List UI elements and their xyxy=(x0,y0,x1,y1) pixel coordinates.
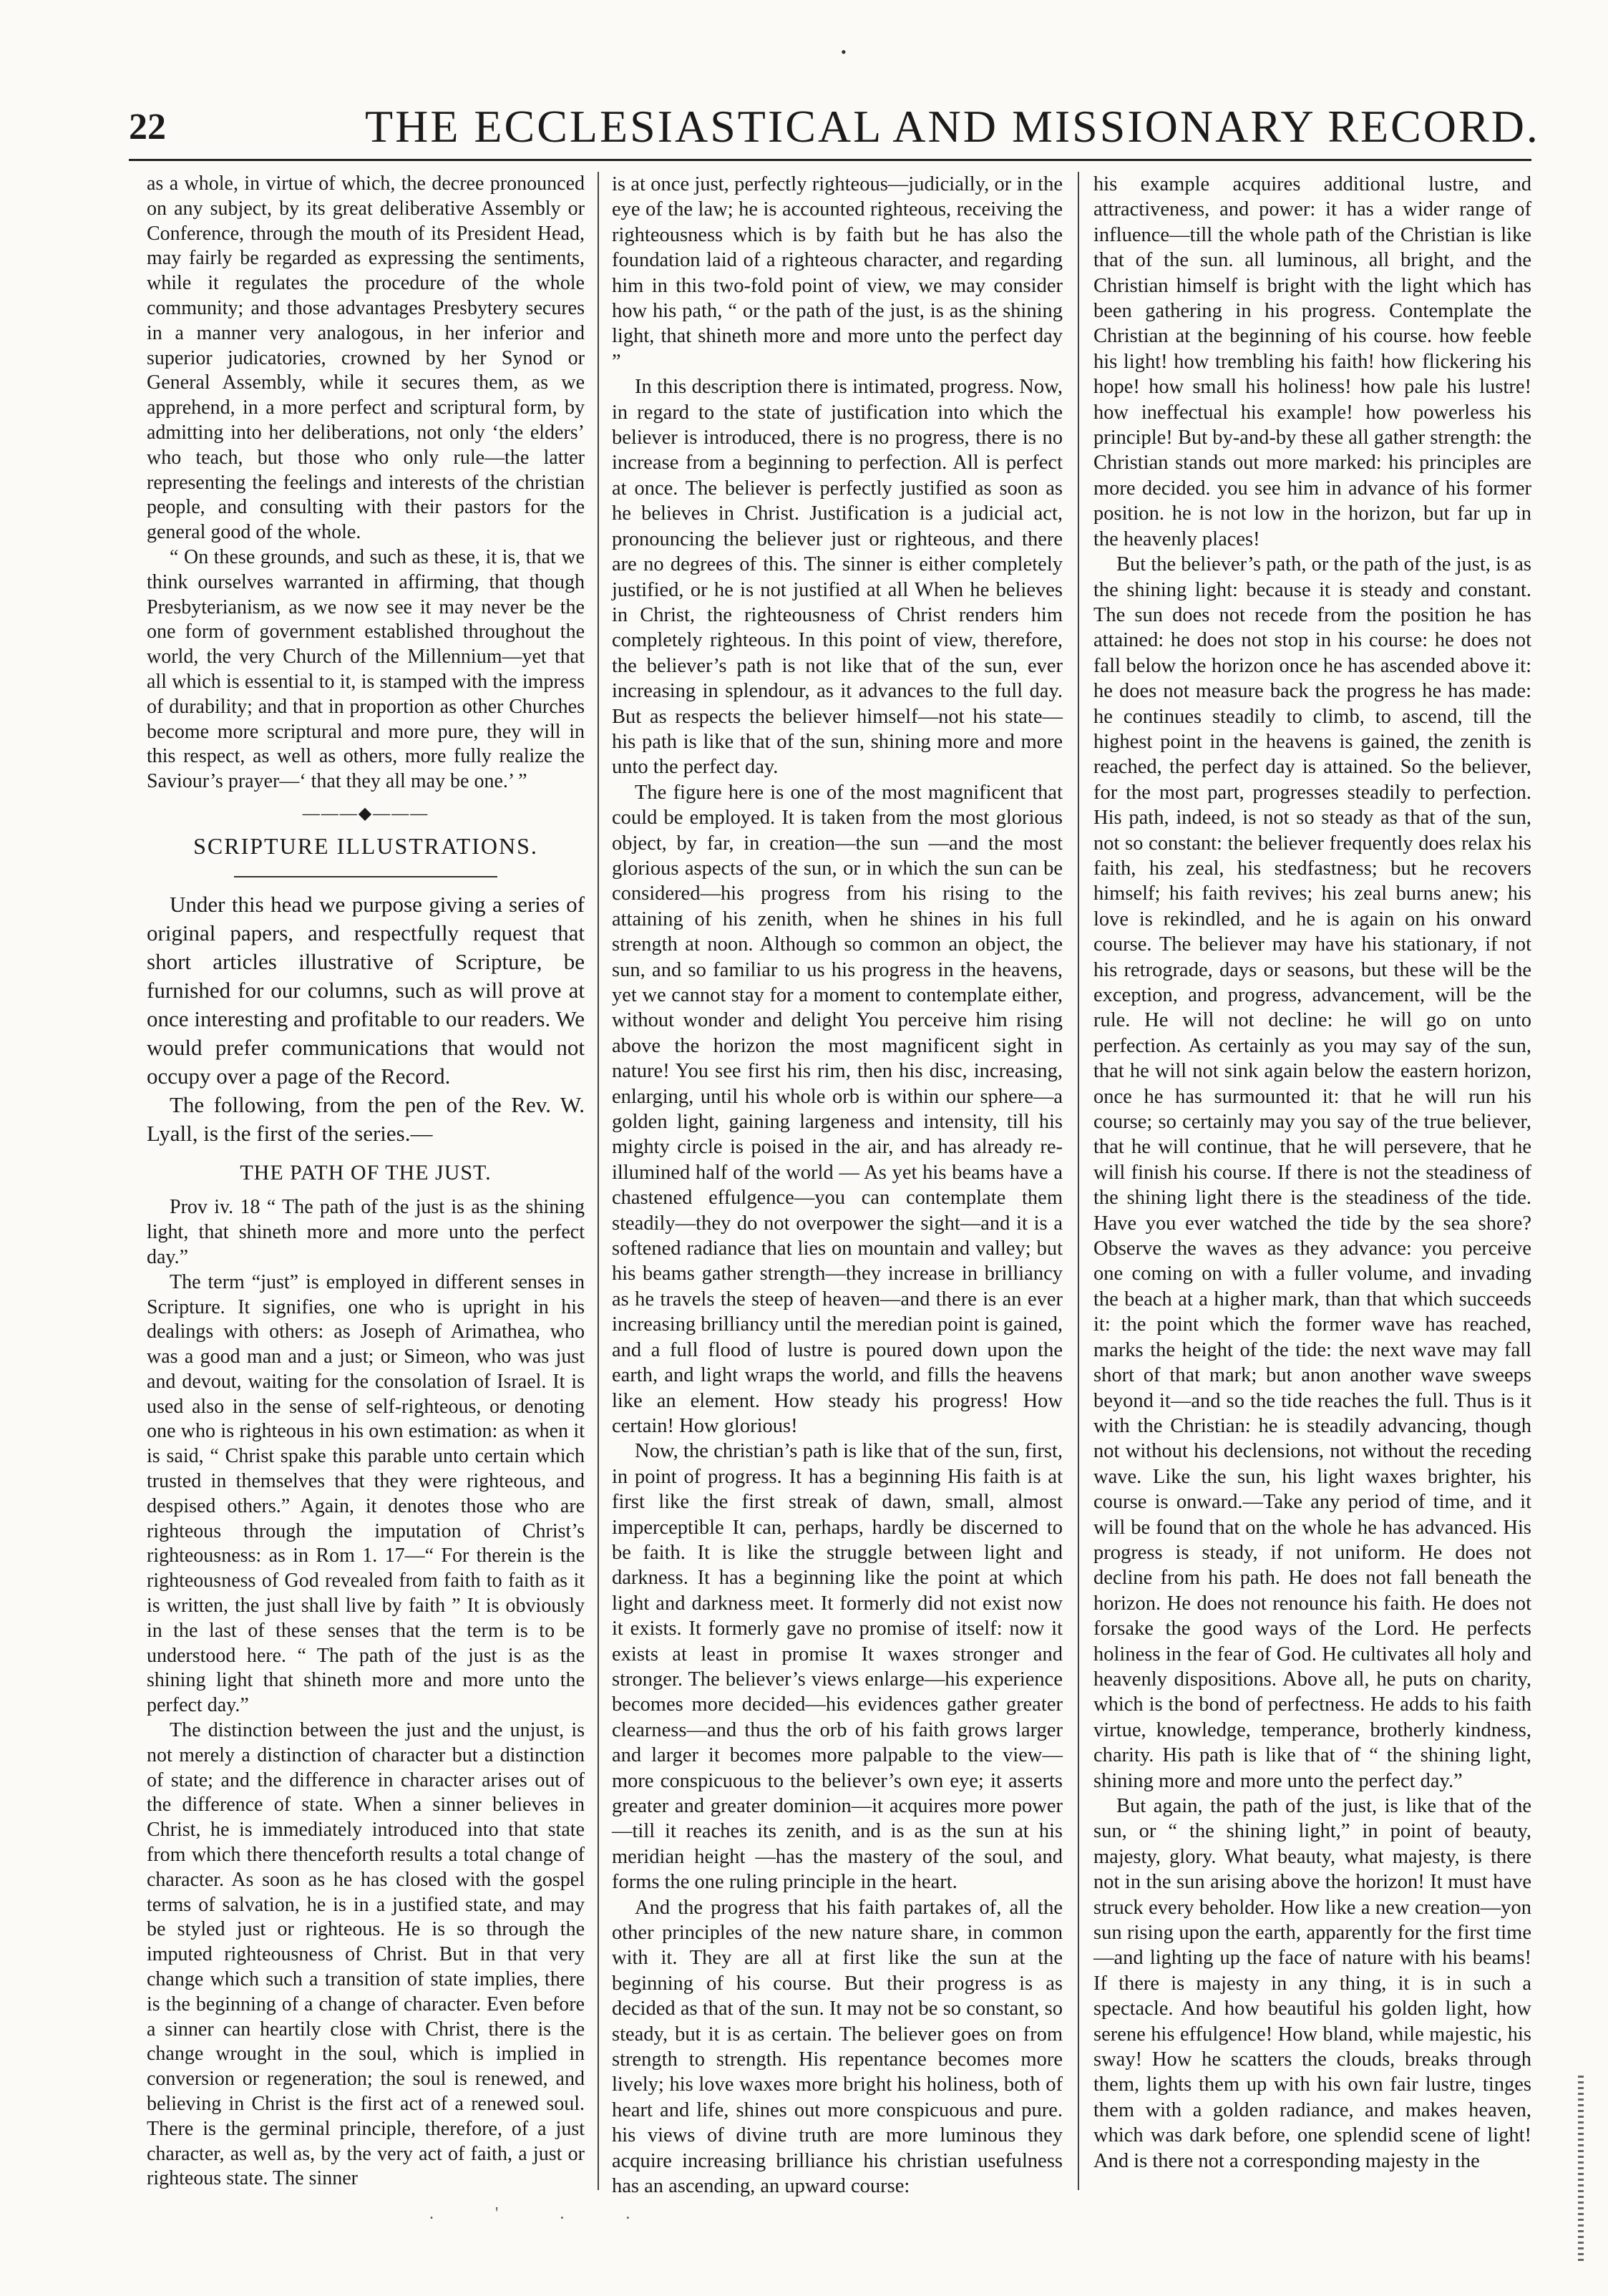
paragraph: The figure here is one of the most magnificent that could be employed. It is taken from the most glorious object, by far, in creation—the sun —and the most glorious aspects of the sun, or in which the sun can be considered—his progress from his rising to the attaining of his zenith, when he shines in his full strength at noon. Although so common an object, the sun, and so familiar to us his progress in the heavens, yet we cannot stay for a moment to contemplate either, without wonder and delight You perceive him rising above the horizon the most magnificent sight in nature! You see first his rim, then his disc, increasing, enlarging, until his whole orb is within our sphere—a golden light, gaining largeness and intensity, till his mighty circle is poised in the air, and has already re-illumined half of the world — As yet his beams have a chastened effulgence—you can contemplate them steadily—they do not overpower the sight—and it is a softened radiance that lies on mountain and valley; but his beams gather strength—they increase in brilliancy as he travels the steep of heaven—and there is an ever increasing brilliancy until the meredian point is gained, and a full flood of lustre is poured down upon the earth, and light wraps the world, and fills the heavens like an element. How steady his progress! How certain! How glorious! xyxy=(612,781,1063,1437)
top-ornament: • xyxy=(841,43,847,61)
scripture-intro xyxy=(147,890,585,1148)
article-title: THE PATH OF THE JUST. xyxy=(240,1160,492,1185)
paragraph: And the progress that his faith partakes of, all the other principles of the new nature share, in common with it. They are all at first like the sun at the beginning of his course. But their progress is as decided as that of the sun. It may not be so constant, so steady, but it is as certain. The believer goes on from strength to strength. His repentance becomes more lively; his love waxes more bright his holiness, both of heart and life, shines out more conspicuous and pure. his views of divine truth are more luminous they acquire increasing brilliance his christian usefulness has an ascending, an upward course: xyxy=(612,1896,1063,2198)
section-heading: SCRIPTURE ILLUSTRATIONS. xyxy=(193,832,538,859)
paragraph: Now, the christian’s path is like that of the sun, first, in point of progress. It has a beginning His faith is at first like the first streak of dawn, small, almost imperceptible It can, perhaps, hardly be discerned to be faith. It is like the struggle between light and darkness. It has a beginning like the point at which light and darkness meet. It formerly did not exist now it exists. It formerly gave no promise of itself: now it exists at least in promise It waxes stronger and stronger. The believer’s views enlarge—his experience becomes more decided—his evidences gather greater clearness—and thus the orb of his faith grows larger and larger it becomes more palpable to the view—more conspicuous to the believer’s own eye; it asserts greater and greater dominion—it acquires more power—till it reaches its zenith, and is as the sun at his meridian height —has the mastery of the soul, and forms the one ruling principle in the heart. xyxy=(612,1440,1063,1894)
column-divider xyxy=(1078,172,1079,2190)
paragraph: The distinction between the just and the unjust, is not merely a distinction of character but a distinction of state; and the difference in character arises out of the difference of state. When a sinner believes in Christ, he is immediately introduced into that state from which there thenceforth results a total change of character. As soon as he has closed with the gospel terms of salvation, he is in a justified state, and may be styled just or righteous. He is so through the imputed righteousness of Christ. But in that very change which such a transition of state implies, there is the beginning of a change of character. Even before a sinner can heartily close with Christ, there is the change wrought in the soul, which is implied in conversion or regeneration; the soul is renewed, and believing in Christ is the first act of a renewed soul. There is the germinal principle, therefore, of a just character, as well as, by the very act of faith, a just or righteous state. The sinner xyxy=(147,1719,585,2190)
margin-stamp xyxy=(1578,2076,1584,2262)
paragraph: The term “just” is employed in different senses in Scripture. It signifies, one who is upright in his dealings with others: as Joseph of Arimathea, who was a good man and a just; or Simeon, who was just and devout, waiting for the consolation of Israel. It is used also in the sense of self-righteous, or denoting one who is righteous in his own estimation: as when it is said, “ Christ spake this parable unto certain which trusted in themselves that they were righteous, and despised others.” Again, it denotes those who are righteous through the imputation of Christ’s righteousness: as in Rom 1. 17—“ For therein is the righteousness of God revealed from faith to faith as it is written, the just shall live by faith ” It is obviously in the last of these senses that the term is to be understood here. “ The path of the just is as the shining light that shineth more and more unto the perfect day.” xyxy=(147,1270,585,1717)
header-rule xyxy=(129,159,1531,161)
paragraph: But the believer’s path, or the path of the just, is as the shining light: because it is steady and constant. The sun does not recede from the position he has attained: he does not stop in his course: he does not fall below the horizon once he has ascended above it: he does not measure back the progress he has made: he continues steadily to climb, to ascend, till the highest point in the heavens is gained, the zenith is reached, the perfect day is attained. So the believer, for the most part, progresses steadily to perfection. His path, indeed, is not so steady as that of the sun, not so constant: the believer frequently does relax his faith, his zeal, his stedfastness; but he recovers himself; his faith revives; his zeal burns anew; his love is rekindled, and he is again on his onward course. The believer may have his stationary, if not his retrograde, days or seasons, but these will be the exception, and progress, advancement, will be the rule. He will not decline: he will go on unto perfection. As certainly as you may say of the sun, that he will not sink again below the eastern horizon, once he has surmounted it: that he will run his course; so certainly may you say of the true believer, that he will continue, that he will persevere, that he will finish his course. If there is not the steadiness of the shining light there is the steadiness of the tide. Have you ever watched the tide by the sea shore? Observe the waves as they advance: you perceive one coming on with a fuller volume, and invading the beach at a higher mark, than that which succeeds it: the point which the former wave has reached, marks the height of the tide: the next wave may fall short of that mark; but anon another wave sweeps beyond it—and so the tide reaches the full. Thus is it with the Christian: he is steadily advancing, though not without his declensions, not without the receding wave. Like the sun, his light waxes brighter, his course is onward.—Take any period of time, and it will be found that on the whole he has advanced. His progress is steady, if not uniform. He does not decline from his path. He does not fall beneath the horizon. He does not renounce his faith. He does not forsake the good ways of the Lord. He perfects holiness in the fear of God. He cultivates all holy and heavenly dispositions. Above all, he puts on charity, which is the bond of perfectness. He adds to his faith virtue, knowledge, temperance, brotherly kindness, charity. His path is like that of “ the shining light, shining more and more unto the perfect day.” xyxy=(1093,553,1531,1792)
paragraph: his example acquires additional lustre, and attractiveness, and power: it has a wider range of influence—till the whole path of the Christian is like that of the sun. all luminous, all bright, and the Christian himself is bright with the light which has been gathering in his progress. Contemplate the Christian at the beginning of his course. how feeble his light! how trembling his faith! how flickering his hope! how small his holiness! how pale his lustre! how ineffectual his example! how powerless his principle! But by-and-by these all gather strength: the Christian stands out more marked: his principles are more decided. you see him in advance of his former position. he is not low in the horizon, but far up in the heavenly places! xyxy=(1093,173,1531,550)
paragraph: But again, the path of the just, is like that of the sun, or “ the shining light,” in point of beauty, majesty, glory. What beauty, what majesty, is there not in the sun arising above the horizon! It must have struck every beholder. How like a new creation—yon sun rising upon the earth, apparently for the first time—and lighting up the face of nature with his beams! If there is majesty in any thing, it is in such a spectacle. And how beautiful his golden light, how serene his effulgence! How bland, while majestic, his sway! How he scatters the clouds, breaks through them, lights them up with his own fair lustre, tinges them with a golden radiance, and makes heaven, which was dark before, one splendid scene of light! And is there not a corresponding majesty in the xyxy=(1093,1795,1531,2172)
paragraph: “ On these grounds, and such as these, it is, that we think ourselves warranted in affirming, that though Presbyterianism, as we now see it may never be the one form of government established throughout the world, the very Church of the Millennium—yet that all which is essential to it, is stamped with the impress of durability; and that in proportion as other Churches become more scriptural and more pure, they will in this respect, as well as others, more fully realize the Saviour’s prayer—‘ that they all may be one.’ ” xyxy=(147,545,585,793)
paragraph: is at once just, perfectly righteous—judicially, or in the eye of the law; he is accounted righteous, receiving the righteousness which is by faith but he has also the foundation laid of a righteous character, and regarding him in this two-fold point of view, we may consider how his path, “ or the path of the just, is as the shining light, that shineth more and more unto the perfect day ” xyxy=(612,173,1063,373)
paragraph: Prov iv. 18 “ The path of the just is as the shining light, that shineth more and more unto the perfect day.” xyxy=(147,1196,585,1268)
section-divider: ———◆——— xyxy=(302,804,429,823)
column-2 xyxy=(612,172,1063,2199)
paragraph: Under this head we purpose giving a series of original papers, and respectfully request that short articles illustrative of Scripture, be furnished for our columns, such as will prove at once interesting and profitable to our readers. We would prefer communications that would not occupy over a page of the Record. xyxy=(147,891,585,1089)
column-1 xyxy=(147,172,585,2192)
page-number: 22 xyxy=(129,107,166,147)
running-title: THE ECCLESIASTICAL AND MISSIONARY RECORD. xyxy=(365,101,1540,152)
paragraph: as a whole, in virtue of which, the decree pronounced on any subject, by its great deliberative Assembly or Conference, through the mouth of its President Head, may fairly be regarded as expressing the sentiments, while it regulates the procedure of the whole community; and those advantages Presbytery secures in a manner very analogous, in her inferior and superior judicatories, crowned by her Synod or General Assembly, while it secures them, as we apprehend, in a more perfect and scriptural form, by admitting into her deliberations, not only ‘the elders’ who teach, but those who only rule—the latter representing the feelings and interests of the christian people, and consulting with their pastors for the general good of the whole. xyxy=(147,172,585,544)
column-3 xyxy=(1093,172,1531,2174)
footer-marks: . ' . . xyxy=(429,2204,659,2223)
section-rule xyxy=(234,876,497,877)
paragraph: The following, from the pen of the Rev. W. Lyall, is the first of the series.— xyxy=(147,1091,585,1146)
paragraph: In this description there is intimated, progress. Now, in regard to the state of justification into which the believer is introduced, there is no progress, there is no increase from a beginning to perfection. All is perfect at once. The believer is perfectly justified as soon as he believes in Christ. Justification is a judicial act, pronouncing the believer just or righteous, and there are no degrees of this. The sinner is either completely justified, or he is not justified at all When he believes in Christ, the righteousness of Christ renders him completely righteous. In this point of view, therefore, the believer’s path is not like that of the sun, ever increasing in splendour, as it advances to the full day. But as respects the believer himself—not his state—his path is like that of the sun, shining more and more unto the perfect day. xyxy=(612,376,1063,779)
page-header xyxy=(129,93,1540,157)
column-divider xyxy=(598,172,599,2190)
